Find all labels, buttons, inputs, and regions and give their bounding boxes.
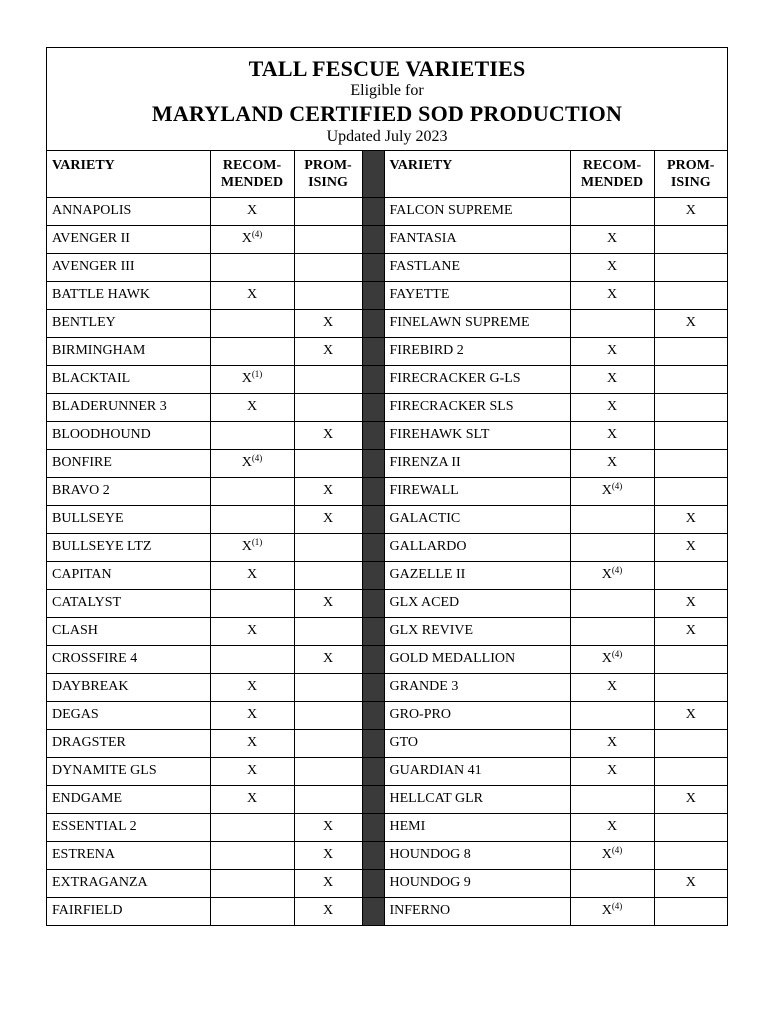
promising-mark-left bbox=[294, 897, 362, 925]
variety-name-left: ESTRENA bbox=[47, 841, 210, 869]
promising-mark-left bbox=[294, 449, 362, 477]
variety-name-left: CLASH bbox=[47, 617, 210, 645]
document-title: TALL FESCUE VARIETIES bbox=[248, 56, 526, 81]
mark-value: X bbox=[606, 371, 618, 386]
promising-mark-left bbox=[294, 477, 362, 505]
promising-mark-right bbox=[654, 645, 727, 673]
variety-name-right: GTO bbox=[384, 729, 570, 757]
promising-mark-left bbox=[294, 785, 362, 813]
recommended-mark-right bbox=[570, 533, 654, 561]
promising-mark-right bbox=[654, 477, 727, 505]
table-body bbox=[47, 197, 727, 925]
promising-mark-right bbox=[654, 225, 727, 253]
recommended-mark-right bbox=[570, 729, 654, 757]
promising-mark-right bbox=[654, 533, 727, 561]
promising-mark-left bbox=[294, 421, 362, 449]
table-row bbox=[47, 701, 727, 729]
variety-name-left: BLADERUNNER 3 bbox=[47, 393, 210, 421]
column-separator bbox=[362, 701, 384, 729]
column-separator bbox=[362, 785, 384, 813]
promising-mark-left bbox=[294, 813, 362, 841]
variety-name-right: GLX ACED bbox=[384, 589, 570, 617]
variety-name-left: BLOODHOUND bbox=[47, 421, 210, 449]
recommended-mark-left bbox=[210, 197, 294, 225]
column-separator bbox=[362, 337, 384, 365]
mark-value: X bbox=[246, 735, 258, 750]
variety-name-right: HOUNDOG 8 bbox=[384, 841, 570, 869]
variety-name-left: BENTLEY bbox=[47, 309, 210, 337]
table-row bbox=[47, 337, 727, 365]
recommended-mark-right bbox=[570, 589, 654, 617]
column-separator bbox=[362, 281, 384, 309]
variety-name-right: GALLARDO bbox=[384, 533, 570, 561]
variety-name-left: ENDGAME bbox=[47, 785, 210, 813]
promising-mark-left bbox=[294, 393, 362, 421]
mark-value: X bbox=[322, 315, 334, 330]
header-recommended-line1: RECOM- bbox=[222, 158, 282, 173]
variety-name-left: BULLSEYE LTZ bbox=[47, 533, 210, 561]
promising-mark-right bbox=[654, 785, 727, 813]
header-promising-line2: ISING bbox=[308, 175, 348, 190]
variety-name-right: HOUNDOG 9 bbox=[384, 869, 570, 897]
mark-value: X bbox=[685, 623, 696, 638]
mark-value: X bbox=[606, 287, 618, 302]
recommended-mark-right bbox=[570, 477, 654, 505]
mark-value: X bbox=[322, 427, 334, 442]
recommended-mark-right bbox=[570, 785, 654, 813]
recommended-mark-left bbox=[210, 533, 294, 561]
mark-value: X bbox=[606, 679, 618, 694]
variety-name-left: CAPITAN bbox=[47, 561, 210, 589]
variety-name-left: DYNAMITE GLS bbox=[47, 757, 210, 785]
mark-value: X bbox=[685, 791, 696, 806]
promising-mark-left bbox=[294, 365, 362, 393]
column-separator bbox=[362, 757, 384, 785]
mark-value: X bbox=[246, 763, 258, 778]
variety-name-right: FIREWALL bbox=[384, 477, 570, 505]
variety-name-right: FASTLANE bbox=[384, 253, 570, 281]
variety-name-left: AVENGER III bbox=[47, 253, 210, 281]
promising-mark-right bbox=[654, 757, 727, 785]
recommended-mark-left bbox=[210, 365, 294, 393]
table-row bbox=[47, 533, 727, 561]
variety-name-right: FALCON SUPREME bbox=[384, 197, 570, 225]
mark-value: X bbox=[601, 483, 612, 498]
table-row bbox=[47, 897, 727, 925]
promising-mark-left bbox=[294, 645, 362, 673]
promising-mark-left bbox=[294, 589, 362, 617]
column-separator bbox=[362, 617, 384, 645]
variety-name-right: GRANDE 3 bbox=[384, 673, 570, 701]
promising-mark-right bbox=[654, 589, 727, 617]
variety-name-right: FAYETTE bbox=[384, 281, 570, 309]
column-separator bbox=[362, 729, 384, 757]
recommended-mark-right bbox=[570, 673, 654, 701]
header-promising-right bbox=[654, 151, 727, 197]
recommended-mark-left bbox=[210, 841, 294, 869]
table-row bbox=[47, 589, 727, 617]
column-separator bbox=[362, 533, 384, 561]
recommended-mark-right bbox=[570, 421, 654, 449]
mark-value: X bbox=[606, 259, 618, 274]
mark-value: X bbox=[606, 763, 618, 778]
promising-mark-right bbox=[654, 505, 727, 533]
recommended-mark-right bbox=[570, 393, 654, 421]
recommended-mark-left bbox=[210, 393, 294, 421]
promising-mark-right bbox=[654, 673, 727, 701]
recommended-mark-left bbox=[210, 813, 294, 841]
promising-mark-right bbox=[654, 841, 727, 869]
mark-value: X bbox=[322, 847, 334, 862]
promising-mark-left bbox=[294, 253, 362, 281]
footnote-ref: (4) bbox=[611, 649, 623, 659]
variety-name-left: BIRMINGHAM bbox=[47, 337, 210, 365]
variety-name-left: AVENGER II bbox=[47, 225, 210, 253]
variety-name-right: FIREBIRD 2 bbox=[384, 337, 570, 365]
column-separator bbox=[362, 449, 384, 477]
variety-name-right: GRO-PRO bbox=[384, 701, 570, 729]
promising-mark-right bbox=[654, 309, 727, 337]
table-row bbox=[47, 365, 727, 393]
mark-value: X bbox=[685, 511, 696, 526]
footnote-ref: (4) bbox=[611, 481, 623, 491]
variety-name-right: INFERNO bbox=[384, 897, 570, 925]
variety-name-right: FIRECRACKER G-LS bbox=[384, 365, 570, 393]
variety-name-left: DEGAS bbox=[47, 701, 210, 729]
recommended-mark-left bbox=[210, 729, 294, 757]
table-row bbox=[47, 309, 727, 337]
variety-name-left: ESSENTIAL 2 bbox=[47, 813, 210, 841]
mark-value: X bbox=[606, 735, 618, 750]
variety-name-right: GALACTIC bbox=[384, 505, 570, 533]
mark-value: X bbox=[241, 371, 252, 386]
mark-value: X bbox=[241, 539, 252, 554]
column-separator bbox=[362, 309, 384, 337]
mark-value: X bbox=[322, 903, 334, 919]
mark-value: X bbox=[241, 455, 252, 470]
variety-name-right: GUARDIAN 41 bbox=[384, 757, 570, 785]
table-row bbox=[47, 813, 727, 841]
variety-name-right: FIRENZA II bbox=[384, 449, 570, 477]
column-separator bbox=[362, 897, 384, 925]
variety-name-right: GOLD MEDALLION bbox=[384, 645, 570, 673]
recommended-mark-left bbox=[210, 561, 294, 589]
mark-value: X bbox=[685, 539, 696, 554]
promising-mark-right bbox=[654, 393, 727, 421]
variety-name-right: GAZELLE II bbox=[384, 561, 570, 589]
promising-mark-right bbox=[654, 421, 727, 449]
footnote-ref: (4) bbox=[611, 845, 623, 855]
promising-mark-left bbox=[294, 225, 362, 253]
header-promising-left bbox=[294, 151, 362, 197]
recommended-mark-right bbox=[570, 309, 654, 337]
recommended-mark-left bbox=[210, 673, 294, 701]
table-row bbox=[47, 197, 727, 225]
variety-name-right: FANTASIA bbox=[384, 225, 570, 253]
variety-name-left: BATTLE HAWK bbox=[47, 281, 210, 309]
recommended-mark-right bbox=[570, 225, 654, 253]
variety-name-left: DRAGSTER bbox=[47, 729, 210, 757]
mark-value: X bbox=[322, 483, 334, 498]
promising-mark-left bbox=[294, 309, 362, 337]
variety-name-left: DAYBREAK bbox=[47, 673, 210, 701]
recommended-mark-left bbox=[210, 869, 294, 897]
promising-mark-left bbox=[294, 841, 362, 869]
promising-mark-right bbox=[654, 701, 727, 729]
variety-name-right: HEMI bbox=[384, 813, 570, 841]
recommended-mark-right bbox=[570, 841, 654, 869]
promising-mark-left bbox=[294, 617, 362, 645]
promising-mark-right bbox=[654, 253, 727, 281]
footnote-ref: (1) bbox=[251, 369, 263, 379]
header-recommended-line2: MENDED bbox=[220, 175, 284, 190]
column-separator bbox=[362, 813, 384, 841]
table-row bbox=[47, 645, 727, 673]
footnote-ref: (4) bbox=[611, 901, 623, 912]
mark-value: X bbox=[246, 623, 258, 638]
column-separator bbox=[362, 841, 384, 869]
variety-name-right: FINELAWN SUPREME bbox=[384, 309, 570, 337]
mark-value: X bbox=[246, 707, 258, 722]
mark-value: X bbox=[246, 679, 258, 694]
promising-mark-right bbox=[654, 897, 727, 925]
variety-name-left: CATALYST bbox=[47, 589, 210, 617]
table-row bbox=[47, 561, 727, 589]
recommended-mark-right bbox=[570, 897, 654, 925]
column-separator bbox=[362, 253, 384, 281]
table-row bbox=[47, 477, 727, 505]
variety-name-right: FIRECRACKER SLS bbox=[384, 393, 570, 421]
column-separator bbox=[362, 505, 384, 533]
table-row bbox=[47, 281, 727, 309]
variety-name-left: BULLSEYE bbox=[47, 505, 210, 533]
promising-mark-right bbox=[654, 365, 727, 393]
table-row bbox=[47, 757, 727, 785]
table-row bbox=[47, 393, 727, 421]
mark-value: X bbox=[606, 819, 618, 834]
recommended-mark-left bbox=[210, 505, 294, 533]
recommended-mark-right bbox=[570, 197, 654, 225]
header-recommended-right bbox=[570, 151, 654, 197]
header-recommended-left bbox=[210, 151, 294, 197]
promising-mark-left bbox=[294, 869, 362, 897]
promising-mark-right bbox=[654, 813, 727, 841]
header-promising-line1: PROM- bbox=[304, 158, 352, 173]
promising-mark-left bbox=[294, 197, 362, 225]
mark-value: X bbox=[246, 567, 258, 582]
recommended-mark-left bbox=[210, 785, 294, 813]
recommended-mark-right bbox=[570, 337, 654, 365]
promising-mark-right bbox=[654, 337, 727, 365]
table-row bbox=[47, 225, 727, 253]
table-row bbox=[47, 869, 727, 897]
recommended-mark-left bbox=[210, 337, 294, 365]
recommended-mark-right bbox=[570, 505, 654, 533]
mark-value: X bbox=[606, 231, 618, 246]
mark-value: X bbox=[246, 203, 258, 218]
document-subtitle-eligible: Eligible for bbox=[350, 82, 424, 99]
recommended-mark-left bbox=[210, 589, 294, 617]
recommended-mark-left bbox=[210, 449, 294, 477]
mark-value: X bbox=[241, 231, 252, 246]
recommended-mark-left bbox=[210, 309, 294, 337]
title-block bbox=[47, 48, 727, 151]
mark-value: X bbox=[322, 511, 334, 526]
promising-mark-right bbox=[654, 869, 727, 897]
header-recommended-line2: MENDED bbox=[580, 175, 644, 190]
promising-mark-left bbox=[294, 701, 362, 729]
variety-name-left: FAIRFIELD bbox=[47, 897, 210, 925]
mark-value: X bbox=[685, 203, 696, 218]
variety-name-left: BLACKTAIL bbox=[47, 365, 210, 393]
promising-mark-left bbox=[294, 673, 362, 701]
mark-value: X bbox=[685, 315, 696, 330]
column-separator bbox=[362, 589, 384, 617]
mark-value: X bbox=[601, 847, 612, 862]
column-separator bbox=[362, 869, 384, 897]
mark-value: X bbox=[322, 875, 334, 890]
recommended-mark-right bbox=[570, 449, 654, 477]
recommended-mark-right bbox=[570, 281, 654, 309]
column-separator bbox=[362, 197, 384, 225]
table-header-row bbox=[47, 151, 727, 197]
mark-value: X bbox=[322, 819, 334, 834]
promising-mark-right bbox=[654, 449, 727, 477]
recommended-mark-left bbox=[210, 645, 294, 673]
recommended-mark-right bbox=[570, 561, 654, 589]
footnote-ref: (4) bbox=[611, 565, 623, 575]
recommended-mark-left bbox=[210, 253, 294, 281]
promising-mark-right bbox=[654, 281, 727, 309]
mark-value: X bbox=[606, 343, 618, 358]
mark-value: X bbox=[606, 455, 618, 470]
table-row bbox=[47, 617, 727, 645]
recommended-mark-left bbox=[210, 281, 294, 309]
variety-name-left: ANNAPOLIS bbox=[47, 197, 210, 225]
column-separator bbox=[362, 421, 384, 449]
mark-value: X bbox=[601, 651, 612, 666]
promising-mark-right bbox=[654, 561, 727, 589]
column-separator bbox=[362, 393, 384, 421]
promising-mark-left bbox=[294, 757, 362, 785]
table-row bbox=[47, 449, 727, 477]
header-promising-line1: PROM- bbox=[667, 158, 715, 173]
recommended-mark-left bbox=[210, 617, 294, 645]
mark-value: X bbox=[601, 903, 612, 919]
header-variety-left: VARIETY bbox=[47, 151, 210, 197]
header-promising-line2: ISING bbox=[670, 175, 711, 190]
promising-mark-left bbox=[294, 561, 362, 589]
recommended-mark-right bbox=[570, 869, 654, 897]
column-separator bbox=[362, 645, 384, 673]
mark-value: X bbox=[322, 595, 334, 610]
promising-mark-left bbox=[294, 533, 362, 561]
column-separator bbox=[362, 225, 384, 253]
promising-mark-right bbox=[654, 729, 727, 757]
promising-mark-left bbox=[294, 729, 362, 757]
mark-value: X bbox=[246, 791, 258, 806]
header-variety-right: VARIETY bbox=[384, 151, 570, 197]
recommended-mark-left bbox=[210, 225, 294, 253]
column-separator bbox=[362, 673, 384, 701]
table-row bbox=[47, 505, 727, 533]
variety-name-right: GLX REVIVE bbox=[384, 617, 570, 645]
document-updated-date: Updated July 2023 bbox=[326, 128, 448, 145]
promising-mark-right bbox=[654, 617, 727, 645]
promising-mark-right bbox=[654, 197, 727, 225]
recommended-mark-right bbox=[570, 617, 654, 645]
recommended-mark-left bbox=[210, 757, 294, 785]
mark-value: X bbox=[246, 399, 258, 414]
table-row bbox=[47, 253, 727, 281]
column-separator bbox=[362, 477, 384, 505]
variety-name-right: HELLCAT GLR bbox=[384, 785, 570, 813]
recommended-mark-right bbox=[570, 645, 654, 673]
table-row bbox=[47, 841, 727, 869]
table-row bbox=[47, 729, 727, 757]
document-title-program: MARYLAND CERTIFIED SOD PRODUCTION bbox=[151, 101, 623, 126]
recommended-mark-right bbox=[570, 813, 654, 841]
recommended-mark-right bbox=[570, 701, 654, 729]
recommended-mark-right bbox=[570, 757, 654, 785]
variety-name-left: BRAVO 2 bbox=[47, 477, 210, 505]
mark-value: X bbox=[685, 875, 696, 890]
column-separator bbox=[362, 561, 384, 589]
varieties-document bbox=[46, 47, 728, 926]
mark-value: X bbox=[606, 427, 618, 442]
variety-name-right: FIREHAWK SLT bbox=[384, 421, 570, 449]
table-row bbox=[47, 785, 727, 813]
recommended-mark-right bbox=[570, 253, 654, 281]
recommended-mark-left bbox=[210, 477, 294, 505]
mark-value: X bbox=[685, 595, 696, 610]
variety-name-left: EXTRAGANZA bbox=[47, 869, 210, 897]
column-separator bbox=[362, 151, 384, 197]
table-row bbox=[47, 421, 727, 449]
recommended-mark-right bbox=[570, 365, 654, 393]
promising-mark-left bbox=[294, 337, 362, 365]
table-row bbox=[47, 673, 727, 701]
mark-value: X bbox=[322, 651, 334, 666]
mark-value: X bbox=[601, 567, 612, 582]
footnote-ref: (4) bbox=[251, 453, 263, 463]
mark-value: X bbox=[606, 399, 618, 414]
variety-name-left: BONFIRE bbox=[47, 449, 210, 477]
mark-value: X bbox=[685, 707, 696, 722]
footnote-ref: (4) bbox=[251, 229, 263, 239]
variety-name-left: CROSSFIRE 4 bbox=[47, 645, 210, 673]
varieties-table bbox=[47, 151, 727, 925]
promising-mark-left bbox=[294, 281, 362, 309]
recommended-mark-left bbox=[210, 421, 294, 449]
recommended-mark-left bbox=[210, 897, 294, 925]
footnote-ref: (1) bbox=[251, 537, 263, 547]
recommended-mark-left bbox=[210, 701, 294, 729]
promising-mark-left bbox=[294, 505, 362, 533]
mark-value: X bbox=[322, 343, 334, 358]
column-separator bbox=[362, 365, 384, 393]
mark-value: X bbox=[246, 287, 258, 302]
header-recommended-line1: RECOM- bbox=[582, 158, 642, 173]
